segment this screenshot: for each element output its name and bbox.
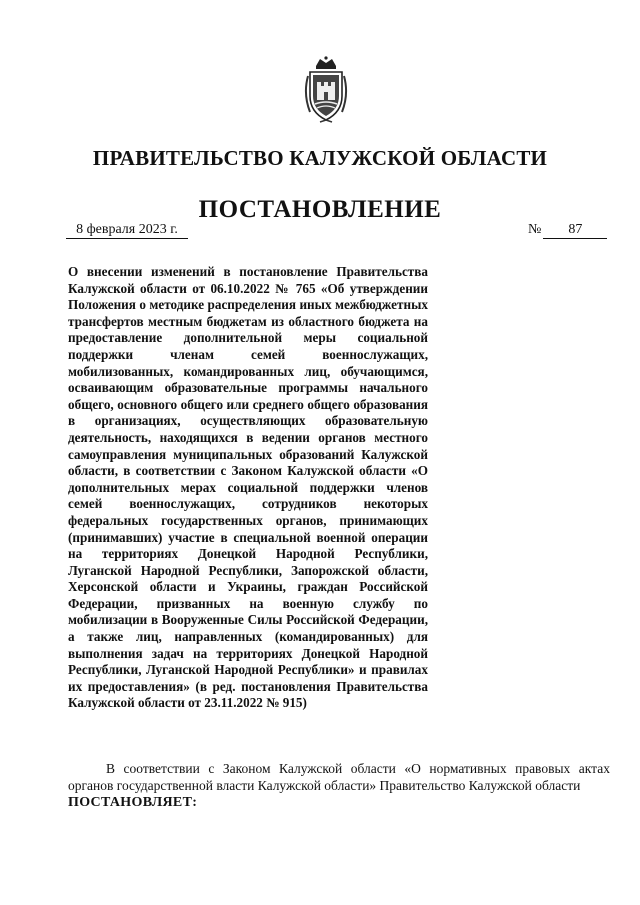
government-title: ПРАВИТЕЛЬСТВО КАЛУЖСКОЙ ОБЛАСТИ — [92, 146, 548, 170]
resolves-heading: ПОСТАНОВЛЯЕТ: — [68, 795, 198, 810]
number-sign: № — [528, 222, 542, 237]
document-subject: О внесении изменений в постановление Правительства Калужской области от 06.10.2022 № 765 «Об утверждении Положения о методике распределения иных межбюджетных трансфертов местным бюджетам из областного бюджета на предоставление дополнительной меры социальной поддержки членам семей военнослужащих, мобилизованных, командированных лиц, обучающимся, осваивающим образовательные программы начального общего, основного общего или среднего общего образования в организациях, осуществляющих образовательную деятельность, находящихся в ведении органов местного самоуправления муниципальных образований Калужской области, в соответствии с Законом Калужской области «О дополнительных мерах социальной поддержки членов семей военнослужащих, сотрудников некоторых федеральных государственных органов, принимающих (принимавших) участие в специальной военной операции на территориях Донецкой Народной Республики, Луганской Народной Республики, Запорожской области, Херсонской области и Украины, граждан Российской Федерации, призванных на военную службу по мобилизации в Вооруженные Силы Российской Федерации, а также лиц, направленных (командированных) для выполнения задач на территориях Донецкой Народной Республики, Луганской Народной Республики» и правилах их предоставления» (в ред. постановления Правительства Калужской области от 23.11.2022 № 915) — [68, 264, 428, 711]
coat-of-arms-icon — [302, 56, 350, 126]
document-date: 8 февраля 2023 г. — [66, 222, 188, 239]
preamble-paragraph: В соответствии с Законом Калужской области «О нормативных правовых актах органов государственной власти Калужской области» Правительство Калужской области — [68, 761, 610, 793]
document-number: 87 — [543, 222, 607, 239]
document-type-title: ПОСТАНОВЛЕНИЕ — [198, 196, 442, 223]
document-number-block — [528, 222, 607, 239]
